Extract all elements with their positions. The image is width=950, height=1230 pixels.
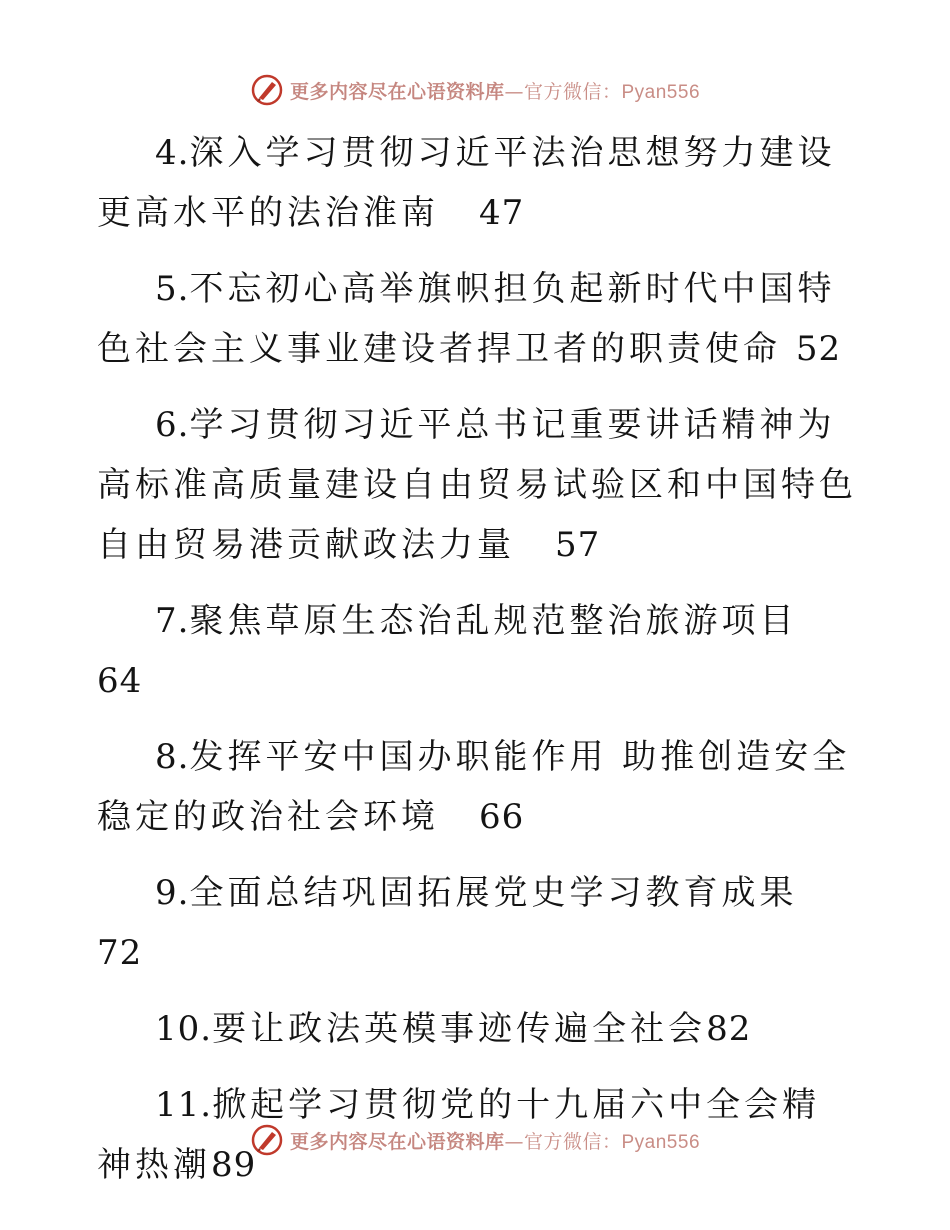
toc-item-title: 深入学习贯彻习近平法治思想努力建设更高水平的法治淮南 [97, 133, 836, 233]
toc-item-page: 89 [211, 1145, 257, 1185]
toc-item-title: 不忘初心高举旗帜担负起新时代中国特色社会主义事业建设者捍卫者的职责使命 [97, 269, 836, 369]
toc-item-number: 8. [155, 737, 190, 777]
toc-item [97, 591, 857, 711]
watermark-wechat-label: 官方微信： [523, 80, 622, 103]
watermark-footer [0, 1120, 950, 1160]
toc-item [97, 727, 857, 847]
toc-item-page: 72 [97, 933, 143, 973]
watermark-header [0, 70, 950, 110]
watermark-separator: — [504, 80, 524, 103]
toc-item-title: 全面总结巩固拓展党史学习教育成果 [189, 873, 798, 913]
watermark-separator: — [504, 1130, 524, 1153]
toc-item-page: 52 [795, 329, 842, 369]
table-of-contents [97, 123, 857, 1211]
toc-item-page: 57 [555, 525, 601, 565]
watermark-main-text: 更多内容尽在心语资料库 [289, 1130, 505, 1153]
toc-item-title: 掀起学习贯彻党的十九届六中全会精神热潮 [97, 1085, 821, 1185]
toc-item-page: 47 [479, 193, 525, 233]
toc-item [97, 999, 857, 1059]
toc-item-title: 学习贯彻习近平总书记重要讲话精神为高标准高质量建设自由贸易试验区和中国特色自由贸易港贡献政法力量 [97, 405, 857, 565]
toc-item [97, 259, 857, 379]
watermark-text [290, 77, 700, 104]
toc-item-page: 64 [97, 661, 143, 701]
toc-item [97, 863, 857, 983]
toc-item-number: 11. [155, 1085, 213, 1125]
toc-item-number: 7. [155, 601, 190, 641]
toc-item-number: 4. [155, 133, 190, 173]
toc-item [97, 395, 857, 575]
toc-item [97, 123, 857, 243]
toc-item-number: 9. [155, 873, 190, 913]
toc-item-number: 5. [155, 269, 190, 309]
toc-item-page: 66 [479, 797, 525, 837]
watermark-main-text: 更多内容尽在心语资料库 [289, 80, 505, 103]
toc-item-title: 聚焦草原生态治乱规范整治旅游项目 [189, 601, 798, 641]
watermark-wechat-id: Pyan556 [621, 81, 701, 103]
toc-item-title: 发挥平安中国办职能作用 助推创造安全稳定的政治社会环境 [97, 737, 851, 837]
quill-logo-icon [250, 73, 284, 107]
watermark-text [290, 1127, 700, 1154]
toc-item-title: 要让政法英模事迹传遍全社会 [212, 1009, 707, 1049]
toc-item-number: 10. [155, 1009, 213, 1049]
toc-item-number: 6. [155, 405, 190, 445]
watermark-wechat-label: 官方微信： [523, 1130, 622, 1153]
quill-logo-icon [250, 1123, 284, 1157]
watermark-wechat-id: Pyan556 [621, 1131, 701, 1153]
toc-item-page: 82 [706, 1009, 752, 1049]
